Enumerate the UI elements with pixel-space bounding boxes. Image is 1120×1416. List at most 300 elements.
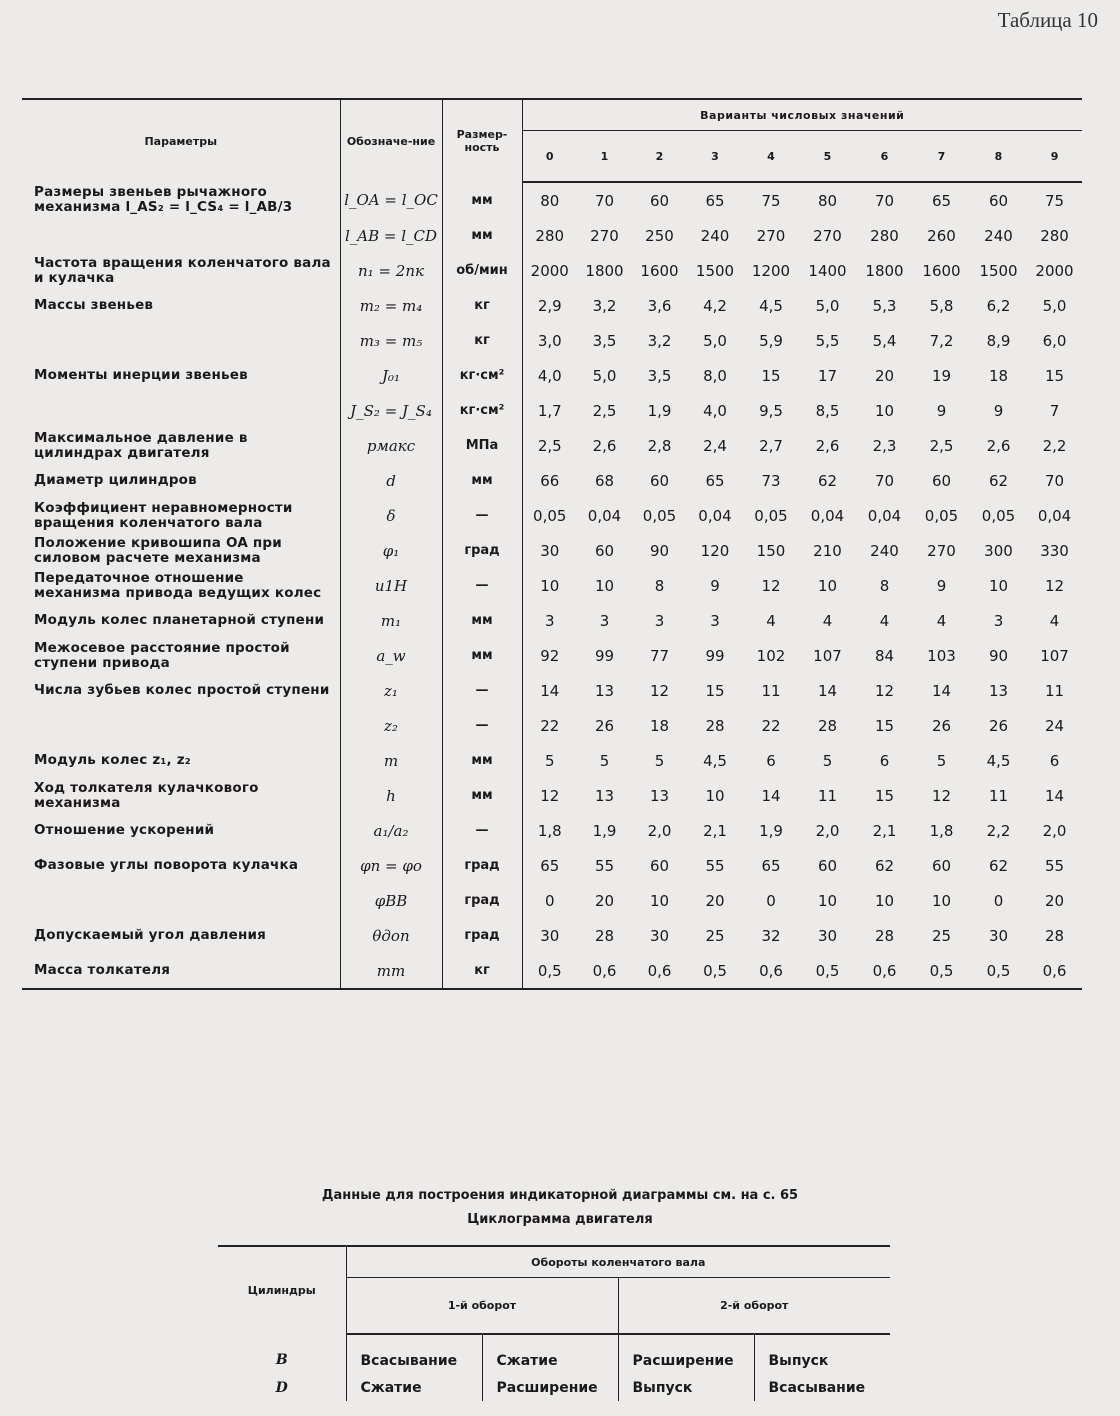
variant-value: 3 (993, 611, 1004, 630)
variant-value: 1,8 (929, 821, 954, 840)
variant-value: 65 (705, 191, 725, 210)
variant-value: 6 (766, 751, 776, 770)
param-unit: кг·см² (442, 358, 522, 393)
variant-value: 11 (988, 786, 1009, 805)
variant-value: 65 (931, 191, 952, 210)
variant-value: 0,04 (587, 506, 622, 525)
variant-value: 14 (522, 673, 577, 708)
param-unit: град (442, 848, 522, 883)
variant-value: 80 (817, 191, 838, 210)
variant-value: 8,0 (703, 366, 727, 385)
variant-value: 70 (874, 191, 895, 210)
variant-value: 18 (988, 366, 1009, 385)
param-label: Диаметр цилиндров (34, 472, 197, 488)
param-symbol: h (340, 778, 442, 813)
variant-value: 0,05 (522, 498, 577, 533)
header-cylinders: Цилиндры (218, 1246, 346, 1334)
variant-value: 10 (931, 891, 952, 910)
variant-value: 20 (874, 366, 895, 385)
variant-value: 10 (649, 891, 670, 910)
variant-value: 0,5 (799, 953, 856, 989)
param-label: Положение кривошипа OA при силовом расчете механизма (34, 534, 282, 566)
param-unit: МПа (442, 428, 522, 463)
variant-value: 210 (813, 541, 842, 560)
table-row (22, 673, 1082, 708)
variant-value: 26 (594, 716, 615, 735)
variant-value: 1,9 (759, 821, 783, 840)
variant-value: 5,0 (1042, 296, 1067, 315)
variant-value: 3,5 (647, 366, 672, 385)
param-unit: мм (442, 603, 522, 638)
variant-value: 270 (813, 226, 842, 245)
param-label: Частота вращения коленчатого вала и кулачка (34, 254, 331, 286)
variant-value: 15 (874, 786, 895, 805)
variant-value: 3,2 (647, 331, 672, 350)
header-designation: Обозначе-ние (340, 99, 442, 182)
variant-value: 17 (817, 366, 838, 385)
header-variant-5: 5 (799, 131, 856, 183)
variant-value: 120 (700, 541, 730, 560)
header-variant-8: 8 (970, 131, 1027, 183)
param-symbol: φп = φо (340, 848, 442, 883)
variant-value: 5 (522, 743, 577, 778)
param-label (22, 218, 340, 253)
param-symbol: a_w (340, 638, 442, 673)
param-unit: мм (442, 182, 522, 218)
variant-value: 10 (874, 401, 895, 420)
variant-value: 62 (988, 856, 1009, 875)
variant-value: 4,5 (759, 296, 783, 315)
variant-value: 1,7 (522, 393, 577, 428)
table-row (22, 182, 1082, 218)
variant-value: 60 (931, 471, 952, 490)
variant-value: 1,9 (592, 821, 617, 840)
variant-value: 0,04 (1037, 506, 1072, 525)
variant-value: 0,05 (754, 506, 788, 525)
param-label (22, 323, 340, 358)
variant-value: 9,5 (759, 401, 783, 420)
variant-value: 103 (927, 646, 956, 665)
param-unit: — (442, 708, 522, 743)
variant-value: 77 (649, 646, 670, 665)
param-label: Ход толкателя кулачкового механизма (34, 779, 259, 811)
variant-value: 2,6 (815, 436, 840, 455)
param-symbol: m₁ (340, 603, 442, 638)
param-symbol: δ (340, 498, 442, 533)
header-variant-0: 0 (522, 131, 577, 183)
variant-value: 30 (988, 926, 1009, 945)
variant-value: 9 (936, 576, 947, 595)
param-unit: — (442, 673, 522, 708)
variant-value: 300 (984, 541, 1013, 560)
variant-value: 250 (645, 226, 674, 245)
variant-value: 73 (761, 471, 781, 490)
variant-value: 10 (705, 786, 725, 805)
header-rev2: 2-й оборот (618, 1278, 890, 1335)
variant-value: 4 (822, 611, 833, 630)
variant-value: 60 (931, 856, 952, 875)
variant-value: 11 (1044, 681, 1065, 700)
variant-value: 84 (874, 646, 895, 665)
table-row (22, 813, 1082, 848)
variant-value: 20 (1044, 891, 1065, 910)
param-unit: мм (442, 638, 522, 673)
variant-value: 270 (927, 541, 956, 560)
variant-value: 1600 (640, 261, 679, 280)
variant-value: 0 (522, 883, 577, 918)
variant-value: 11 (761, 681, 781, 700)
stroke-phase: Расширение (482, 1374, 618, 1401)
table-row (22, 778, 1082, 813)
variant-value: 4 (936, 611, 947, 630)
variant-value: 9 (710, 576, 720, 595)
variant-value: 99 (705, 646, 725, 665)
table-row (22, 918, 1082, 953)
variant-value: 22 (522, 708, 577, 743)
variant-value: 28 (705, 716, 725, 735)
table-row (22, 358, 1082, 393)
header-revolutions: Обороты коленчатого вала (346, 1246, 890, 1278)
variant-value: 18 (649, 716, 670, 735)
variant-value: 3,0 (522, 323, 577, 358)
table-row (22, 883, 1082, 918)
variant-value: 62 (988, 471, 1009, 490)
param-label: Максимальное давление в цилиндрах двигателя (34, 429, 248, 461)
stroke-phase: Расширение (618, 1334, 754, 1374)
param-symbol: l_OA = l_OC (340, 182, 442, 218)
param-symbol: z₁ (340, 673, 442, 708)
param-symbol: J_S₂ = J_S₄ (340, 393, 442, 428)
variant-value: 1800 (585, 261, 624, 280)
variant-value: 1,9 (647, 401, 672, 420)
variant-value: 2,2 (986, 821, 1011, 840)
stroke-phase: Всасывание (754, 1374, 890, 1401)
param-symbol: m (340, 743, 442, 778)
header-variant-9: 9 (1027, 131, 1082, 183)
param-symbol: φBB (340, 883, 442, 918)
variant-value: 60 (817, 856, 838, 875)
stroke-phase: Выпуск (618, 1374, 754, 1401)
variant-value: 15 (705, 681, 725, 700)
variant-value: 0,5 (522, 953, 577, 989)
param-unit: град (442, 883, 522, 918)
param-unit: — (442, 813, 522, 848)
variant-value: 5 (936, 751, 947, 770)
variant-value: 3,5 (592, 331, 617, 350)
param-unit: мм (442, 218, 522, 253)
param-unit: град (442, 918, 522, 953)
param-unit: град (442, 533, 522, 568)
variant-value: 12 (931, 786, 952, 805)
variant-value: 60 (649, 191, 670, 210)
param-unit: — (442, 498, 522, 533)
variant-value: 65 (705, 471, 725, 490)
variant-value: 60 (649, 856, 670, 875)
param-symbol: m₃ = m₅ (340, 323, 442, 358)
variant-value: 22 (761, 716, 781, 735)
param-unit: об/мин (442, 253, 522, 288)
variant-value: 8,9 (986, 331, 1011, 350)
variant-value: 2,2 (1042, 436, 1067, 455)
variant-value: 12 (522, 778, 577, 813)
variant-value: 2,6 (592, 436, 617, 455)
variant-value: 9 (936, 401, 947, 420)
variant-value: 8 (879, 576, 890, 595)
variant-value: 12 (1044, 576, 1065, 595)
variant-value: 280 (870, 226, 899, 245)
table-row (22, 428, 1082, 463)
header-parameters: Параметры (22, 99, 340, 182)
variant-value: 28 (874, 926, 895, 945)
variant-value: 19 (931, 366, 952, 385)
cylinder-label: D (275, 1379, 288, 1396)
param-label: Межосевое расстояние простой ступени привода (34, 639, 290, 671)
variant-value: 0,05 (981, 506, 1016, 525)
variant-value: 3 (599, 611, 610, 630)
variant-value: 60 (649, 471, 670, 490)
parameters-table (22, 98, 1082, 990)
variant-value: 1200 (751, 261, 791, 280)
param-label: Числа зубьев колес простой ступени (34, 682, 330, 698)
variant-value: 3 (710, 611, 720, 630)
param-label: Масса толкателя (22, 953, 340, 989)
param-unit: кг·см² (442, 393, 522, 428)
variant-value: 28 (1044, 926, 1065, 945)
table-number-label: Таблица 10 (997, 8, 1098, 32)
table-row (22, 498, 1082, 533)
variant-value: 0,6 (1027, 953, 1082, 989)
variant-value: 240 (870, 541, 899, 560)
table-row (22, 253, 1082, 288)
cyclogram-caption: Циклограмма двигателя (467, 1212, 653, 1227)
variant-value: 30 (649, 926, 670, 945)
stroke-phase: Сжатие (346, 1374, 482, 1401)
variant-value: 10 (817, 576, 838, 595)
stroke-phase: Сжатие (482, 1334, 618, 1374)
variant-value: 0,6 (632, 953, 687, 989)
variant-value: 30 (817, 926, 838, 945)
param-symbol: pмакс (340, 428, 442, 463)
variant-value: 99 (594, 646, 615, 665)
variant-value: 62 (874, 856, 895, 875)
variant-value: 14 (1044, 786, 1065, 805)
variant-value: 13 (594, 786, 615, 805)
variant-value: 5,0 (815, 296, 840, 315)
variant-value: 26 (988, 716, 1009, 735)
variant-value: 10 (817, 891, 838, 910)
variant-value: 30 (522, 918, 577, 953)
variant-value: 2000 (522, 253, 577, 288)
variant-value: 2,8 (647, 436, 672, 455)
variant-value: 90 (988, 646, 1009, 665)
variant-value: 2,6 (986, 436, 1011, 455)
param-label: Фазовые углы поворота кулачка (34, 857, 299, 873)
variant-value: 1600 (922, 261, 961, 280)
variant-value: 5,5 (815, 331, 840, 350)
variant-value: 0 (993, 891, 1004, 910)
variant-value: 92 (522, 638, 577, 673)
variant-value: 15 (1044, 366, 1065, 385)
variant-value: 280 (1040, 226, 1069, 245)
variant-value: 240 (984, 226, 1013, 245)
variant-value: 8 (654, 576, 665, 595)
variant-value: 0,05 (924, 506, 959, 525)
variant-value: 65 (522, 848, 577, 883)
variant-value: 2000 (1035, 261, 1074, 280)
variant-value: 0,04 (698, 506, 732, 525)
header-dimension: Размер-ность (442, 99, 522, 182)
variant-value: 13 (649, 786, 670, 805)
param-symbol: J₀₁ (340, 358, 442, 393)
table-row (22, 288, 1082, 323)
variant-value: 68 (594, 471, 615, 490)
header-variant-3: 3 (687, 131, 743, 183)
variant-value: 15 (761, 366, 781, 385)
variant-value: 90 (649, 541, 670, 560)
variant-value: 55 (594, 856, 615, 875)
variant-value: 107 (813, 646, 842, 665)
variant-value: 2,0 (647, 821, 672, 840)
header-variant-7: 7 (913, 131, 970, 183)
param-unit: мм (442, 463, 522, 498)
table-row (22, 953, 1082, 989)
table-row (22, 463, 1082, 498)
variant-value: 4,2 (703, 296, 727, 315)
param-label (22, 708, 340, 743)
param-symbol: n₁ = 2nк (340, 253, 442, 288)
variant-value: 70 (874, 471, 895, 490)
header-variant-4: 4 (743, 131, 799, 183)
variant-value: 4 (1049, 611, 1060, 630)
param-unit: мм (442, 743, 522, 778)
table-row (22, 708, 1082, 743)
variant-value: 2,1 (703, 821, 727, 840)
variant-value: 0,6 (577, 953, 632, 989)
param-unit: мм (442, 778, 522, 813)
variant-value: 14 (761, 786, 781, 805)
variant-value: 3 (654, 611, 665, 630)
variant-value: 24 (1044, 716, 1065, 735)
variant-value: 0,5 (687, 953, 743, 989)
variant-value: 32 (761, 926, 781, 945)
variant-value: 150 (756, 541, 786, 560)
param-label: Передаточное отношение механизма привода ведущих колес (34, 569, 322, 601)
variant-value: 15 (874, 716, 895, 735)
param-label: Моменты инерции звеньев (34, 367, 248, 383)
variant-value: 3 (522, 603, 577, 638)
variant-value: 13 (988, 681, 1009, 700)
variant-value: 10 (988, 576, 1009, 595)
variant-value: 2,0 (815, 821, 840, 840)
variant-value: 60 (988, 191, 1009, 210)
variant-value: 80 (522, 182, 577, 218)
variant-value: 5,0 (592, 366, 617, 385)
param-label: Отношение ускорений (34, 822, 215, 838)
variant-value: 10 (594, 576, 615, 595)
variant-value: 10 (874, 891, 895, 910)
param-symbol: u1H (340, 568, 442, 603)
variant-value: 0,5 (970, 953, 1027, 989)
variant-value: 5,4 (872, 331, 897, 350)
variant-value: 3,6 (647, 296, 672, 315)
variant-value: 240 (700, 226, 730, 245)
param-symbol: m₂ = m₄ (340, 288, 442, 323)
variant-value: 9 (993, 401, 1004, 420)
variant-value: 4,0 (522, 358, 577, 393)
param-label: Коэффициент неравномерности вращения коленчатого вала (34, 499, 293, 531)
variant-value: 75 (761, 191, 781, 210)
variant-value: 270 (756, 226, 786, 245)
variant-value: 75 (1044, 191, 1065, 210)
variant-value: 65 (761, 856, 781, 875)
table-row (22, 603, 1082, 638)
variant-value: 55 (1044, 856, 1065, 875)
variant-value: 5,3 (872, 296, 897, 315)
variant-value: 330 (1040, 541, 1069, 560)
variant-value: 25 (931, 926, 952, 945)
param-label: Размеры звеньев рычажного механизма l_AS₂ = l_CS₄ = l_AB/3 (34, 184, 293, 215)
variant-value: 1400 (808, 261, 847, 280)
table-row (22, 218, 1082, 253)
variant-value: 12 (761, 576, 781, 595)
variant-value: 14 (931, 681, 952, 700)
variant-value: 3,2 (592, 296, 617, 315)
variant-value: 2,4 (703, 436, 727, 455)
variant-value: 12 (649, 681, 670, 700)
variant-value: 62 (817, 471, 838, 490)
variant-value: 26 (931, 716, 952, 735)
variant-value: 0,6 (856, 953, 913, 989)
param-symbol: z₂ (340, 708, 442, 743)
table-row (22, 638, 1082, 673)
variant-value: 1,8 (522, 813, 577, 848)
variant-value: 2,5 (592, 401, 617, 420)
variant-value: 0,05 (642, 506, 677, 525)
variant-value: 2,1 (872, 821, 897, 840)
param-label (22, 393, 340, 428)
param-unit: — (442, 568, 522, 603)
variant-value: 70 (594, 191, 615, 210)
variant-value: 6,0 (1042, 331, 1067, 350)
table-row (22, 323, 1082, 358)
variant-value: 0 (766, 891, 776, 910)
header-variants: Варианты числовых значений (522, 99, 1082, 131)
param-unit: кг (442, 953, 522, 989)
variant-value: 66 (522, 463, 577, 498)
variant-value: 0,5 (913, 953, 970, 989)
variant-value: 5 (822, 751, 833, 770)
table-row (22, 393, 1082, 428)
variant-value: 55 (705, 856, 725, 875)
variant-value: 2,5 (522, 428, 577, 463)
param-symbol: θдоп (340, 918, 442, 953)
param-label: Массы звеньев (34, 297, 154, 313)
variant-value: 20 (594, 891, 615, 910)
variant-value: 6,2 (986, 296, 1011, 315)
variant-value: 20 (705, 891, 725, 910)
variant-value: 107 (1040, 646, 1069, 665)
stroke-phase: Всасывание (346, 1334, 482, 1374)
variant-value: 260 (927, 226, 956, 245)
variant-value: 2,5 (929, 436, 954, 455)
variant-value: 13 (594, 681, 615, 700)
indicator-caption: Данные для построения индикаторной диаграммы см. на с. 65 (321, 1188, 799, 1203)
variant-value: 6 (1049, 751, 1060, 770)
param-symbol: d (340, 463, 442, 498)
variant-value: 5,8 (929, 296, 954, 315)
variant-value: 270 (590, 226, 619, 245)
table-row (22, 568, 1082, 603)
